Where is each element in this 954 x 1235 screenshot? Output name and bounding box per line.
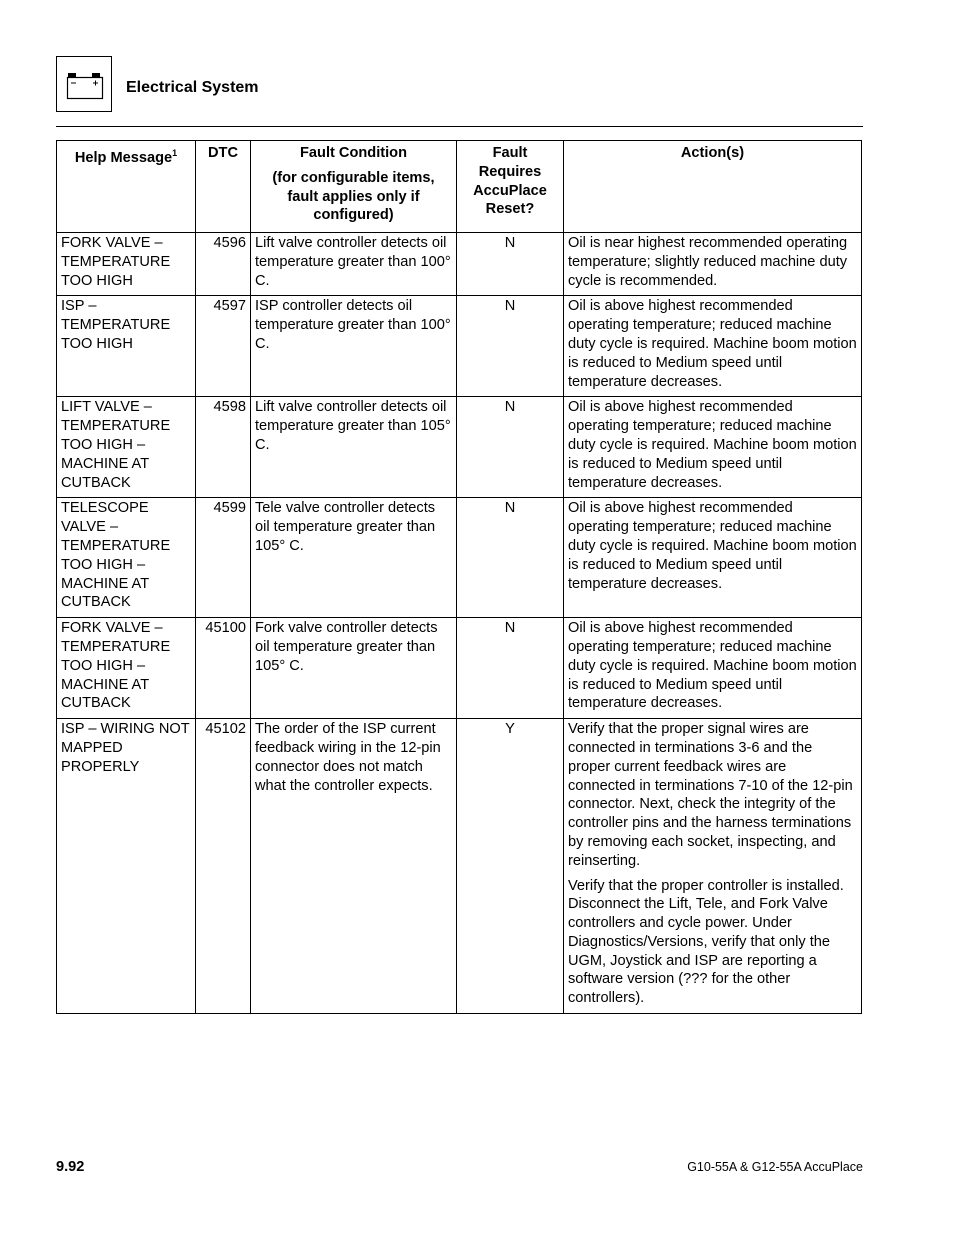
header-fault-condition-note: (for configurable items, fault applies only if configured) bbox=[272, 169, 435, 224]
dtc-cell: 4598 bbox=[196, 397, 251, 498]
help-message-cell: TELESCOPE VALVE – TEMPERATURE TOO HIGH – MACHINE AT CUTBACK bbox=[57, 498, 196, 618]
dtc-cell: 4599 bbox=[196, 498, 251, 618]
footnote-marker: 1 bbox=[172, 148, 178, 158]
section-title: Electrical System bbox=[126, 79, 259, 96]
table-row bbox=[57, 296, 862, 397]
table-row bbox=[57, 498, 862, 618]
header-fault-condition: Fault Condition (for configurable items, fault applies only if configured) bbox=[251, 141, 457, 233]
manual-title: G10-55A & G12-55A AccuPlace bbox=[687, 1160, 863, 1174]
dtc-cell: 4597 bbox=[196, 296, 251, 397]
table-row bbox=[57, 233, 862, 296]
header-actions: Action(s) bbox=[564, 141, 862, 233]
actions-cell: Oil is above highest recommended operating temperature; reduced machine duty cycle is required. Machine boom motion is reduced to Medium speed until temperature decreases. bbox=[564, 397, 862, 498]
dtc-table bbox=[56, 140, 862, 1014]
reset-cell: N bbox=[457, 296, 564, 397]
reset-cell: N bbox=[457, 397, 564, 498]
table-row bbox=[57, 719, 862, 1014]
dtc-cell: 4596 bbox=[196, 233, 251, 296]
header-reset: Fault Requires AccuPlace Reset? bbox=[457, 141, 564, 233]
reset-cell: N bbox=[457, 618, 564, 719]
help-message-cell: FORK VALVE – TEMPERATURE TOO HIGH bbox=[57, 233, 196, 296]
dtc-cell: 45102 bbox=[196, 719, 251, 1014]
fault-condition-cell: Tele valve controller detects oil temperature greater than 105° C. bbox=[251, 498, 457, 618]
actions-cell: Oil is above highest recommended operating temperature; reduced machine duty cycle is required. Machine boom motion is reduced to Medium speed until temperature decreases. bbox=[564, 618, 862, 719]
reset-cell: N bbox=[457, 233, 564, 296]
help-message-cell: FORK VALVE – TEMPERATURE TOO HIGH – MACHINE AT CUTBACK bbox=[57, 618, 196, 719]
header-rule bbox=[56, 126, 863, 127]
fault-condition-cell: The order of the ISP current feedback wiring in the 12-pin connector does not match what the controller expects. bbox=[251, 719, 457, 1014]
help-message-cell: ISP – TEMPERATURE TOO HIGH bbox=[57, 296, 196, 397]
help-message-cell: LIFT VALVE – TEMPERATURE TOO HIGH – MACHINE AT CUTBACK bbox=[57, 397, 196, 498]
fault-condition-cell: Lift valve controller detects oil temperature greater than 100° C. bbox=[251, 233, 457, 296]
header-dtc: DTC bbox=[196, 141, 251, 233]
reset-cell: Y bbox=[457, 719, 564, 1014]
reset-cell: N bbox=[457, 498, 564, 618]
fault-condition-cell: Lift valve controller detects oil temperature greater than 105° C. bbox=[251, 397, 457, 498]
help-message-cell: ISP – WIRING NOT MAPPED PROPERLY bbox=[57, 719, 196, 1014]
dtc-cell: 45100 bbox=[196, 618, 251, 719]
actions-cell: Verify that the proper signal wires are connected in terminations 3-6 and the proper current feedback wires are connected in terminations 7-10 of the 12-pin connector. Next, check the integrity of the controller pins and the harness terminations by removing each socket, inspecting, and reinserting. Verify that the proper controller is installed. Disconnect the Lift, Tele, and Fork Valve controllers and cycle power. Under Diagnostics/Versions, verify that only the UGM, Joystick and ISP are reporting a software version (??? for the other controllers). bbox=[564, 719, 862, 1014]
table-row bbox=[57, 397, 862, 498]
actions-cell: Oil is above highest recommended operating temperature; reduced machine duty cycle is required. Machine boom motion is reduced to Medium speed until temperature decreases. bbox=[564, 296, 862, 397]
table-header-row bbox=[57, 141, 862, 233]
header-help-message: Help Message$^1$ bbox=[57, 141, 196, 233]
table-row bbox=[57, 618, 862, 719]
battery-icon bbox=[57, 57, 113, 113]
actions-cell: Oil is near highest recommended operating temperature; slightly reduced machine duty cycle is recommended. bbox=[564, 233, 862, 296]
page-number: 9.92 bbox=[56, 1159, 85, 1175]
fault-condition-cell: ISP controller detects oil temperature greater than 100° C. bbox=[251, 296, 457, 397]
fault-condition-cell: Fork valve controller detects oil temperature greater than 105° C. bbox=[251, 618, 457, 719]
section-icon-box bbox=[56, 56, 112, 112]
actions-cell: Oil is above highest recommended operating temperature; reduced machine duty cycle is required. Machine boom motion is reduced to Medium speed until temperature decreases. bbox=[564, 498, 862, 618]
